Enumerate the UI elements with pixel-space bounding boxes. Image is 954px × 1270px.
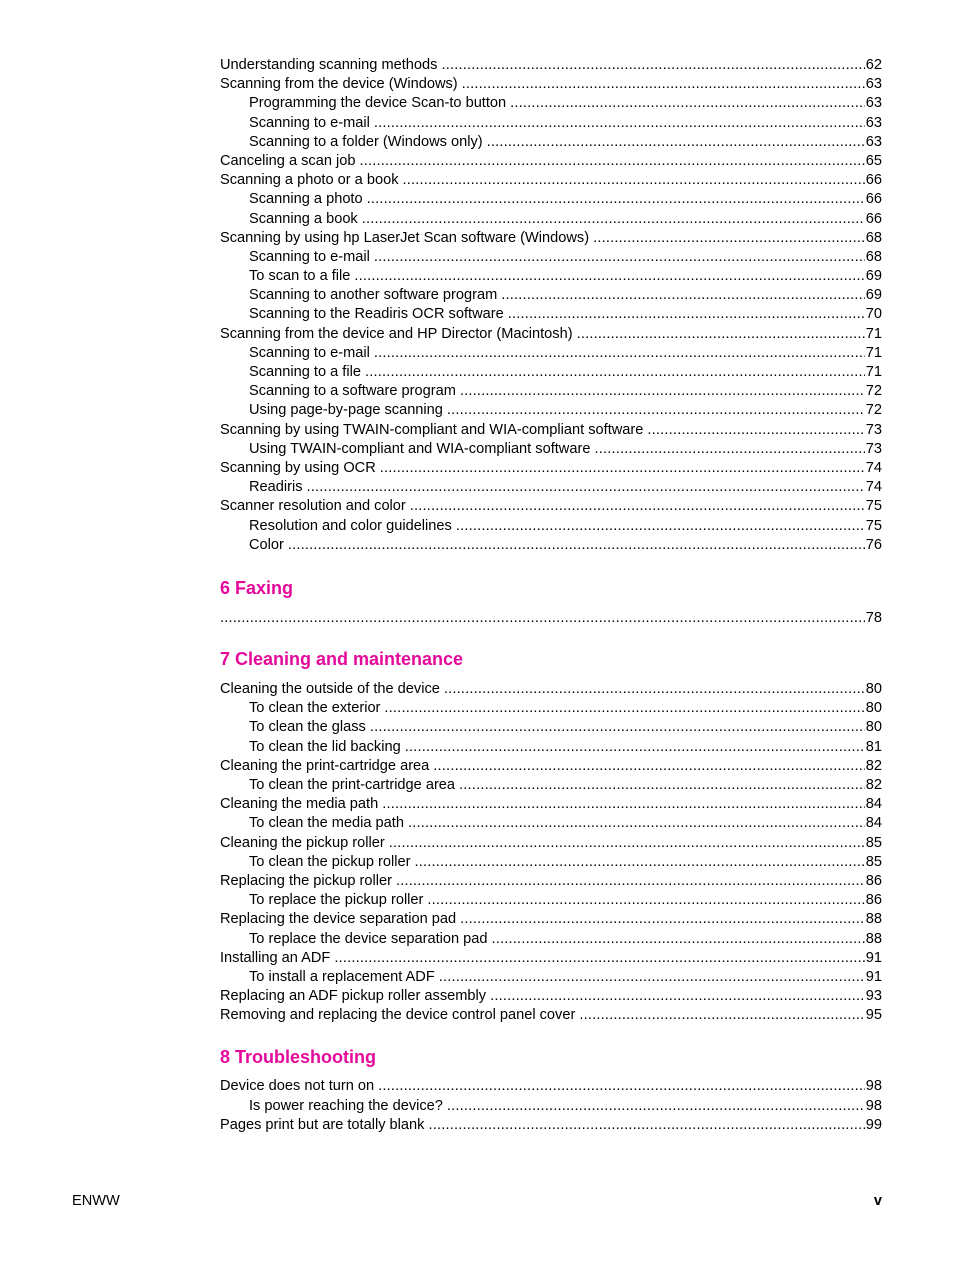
toc-entry-page: 80 [865,719,882,736]
toc-entry-page: 62 [865,57,882,73]
dot-leader [501,286,865,305]
toc-entry[interactable] [220,891,882,910]
toc-entry-title: Pages print but are totally blank [220,1116,425,1133]
toc-entry[interactable] [220,421,882,440]
dot-leader [380,459,865,478]
toc-entry-list [220,56,882,555]
dot-leader [462,75,865,94]
toc-entry-page: 75 [865,498,882,515]
toc-entry[interactable] [220,1077,882,1096]
toc-entry-page: 81 [865,738,882,755]
toc-entry-page: 73 [865,440,882,457]
toc-entry-title: Scanning to the Readiris OCR software [249,306,504,323]
toc-entry-page: 66 [865,172,882,189]
dot-leader [374,344,865,363]
toc-entry-title: To scan to a file [249,268,351,285]
toc-entry-title: Scanning to e-mail [249,248,370,265]
toc-entry[interactable] [220,1116,882,1135]
toc-entry-title: Scanning by using hp LaserJet Scan software (Windows) [220,229,590,246]
toc-entry-title: Readiris [249,479,303,496]
toc-entry[interactable] [220,536,882,555]
toc-entry[interactable] [220,795,882,814]
toc-entry-page: 66 [865,191,882,208]
dot-leader [354,267,864,286]
toc-entry-title: Cleaning the media path [220,796,379,813]
toc-entry[interactable] [220,382,882,401]
toc-entry-title: Scanning by using OCR [220,459,376,476]
toc-entry-page: 63 [865,114,882,131]
toc-entry-page: 68 [865,229,882,246]
toc-section [220,648,882,1025]
dot-leader [428,1116,864,1135]
dot-leader [389,834,865,853]
toc-entry-page: 69 [865,268,882,285]
dot-leader [288,536,865,555]
toc-entry-title: Scanning to another software program [249,287,498,304]
toc-entry-title: Scanning a book [249,210,358,227]
toc-entry-page: 72 [865,402,882,419]
dot-leader [362,210,865,229]
toc-sections [220,577,882,1135]
dot-leader [408,814,865,833]
toc-entry-page: 91 [865,968,882,985]
toc-entry[interactable] [220,190,882,209]
toc-entry[interactable] [220,738,882,757]
dot-leader [577,325,865,344]
toc-entry-title: Scanning a photo [249,191,363,208]
toc-entry-title: Scanning to e-mail [249,114,370,131]
toc-entry-page: 74 [865,479,882,496]
dot-leader [382,795,865,814]
toc-entry[interactable] [220,968,882,987]
dot-leader [365,363,865,382]
dot-leader [487,133,865,152]
toc-entry[interactable] [220,517,882,536]
toc-entry-page: 80 [865,681,882,698]
toc-entry-title: To replace the device separation pad [249,930,488,947]
dot-leader [414,853,864,872]
toc-entry-title: To clean the print-cartridge area [249,777,456,793]
toc-entry[interactable] [220,440,882,459]
toc-entry[interactable] [220,114,882,133]
toc-entry-page: 84 [865,815,882,832]
toc-entry-page: 70 [865,306,882,323]
toc-entry-title: To clean the pickup roller [249,853,411,870]
dot-leader [490,987,865,1006]
dot-leader [374,248,865,267]
toc-entry[interactable] [220,1006,882,1025]
toc-entry[interactable] [220,699,882,718]
toc-entry-title: Cleaning the outside of the device [220,681,440,698]
dot-leader [441,56,864,75]
toc-entry[interactable] [220,56,882,75]
dot-leader [370,718,865,737]
toc-entry-title: Understanding scanning methods [220,57,438,73]
toc-entry-title: Using TWAIN-compliant and WIA-compliant software [249,440,591,457]
toc-entry-page: 74 [865,459,882,476]
toc-entry[interactable] [220,171,882,190]
dot-leader [444,680,865,699]
toc-entry-title: To install a replacement ADF [249,968,435,985]
toc-entry-title: Scanning by using TWAIN-compliant and WIA-compliant software [220,421,644,438]
toc-entry-title: Cleaning the print-cartridge area [220,757,430,774]
dot-leader [378,1077,865,1096]
toc-entry[interactable] [220,267,882,286]
chapter-heading[interactable]: 7 Cleaning and maintenance [220,649,464,670]
toc-entry-page: 63 [865,95,882,112]
toc-entry[interactable] [220,853,882,872]
page-number: v [873,1193,882,1209]
toc-entry-page: 98 [865,1078,882,1095]
dot-leader [593,229,865,248]
toc-entry[interactable] [220,478,882,497]
toc-entry[interactable] [220,363,882,382]
toc-entry[interactable] [220,834,882,853]
toc-entry-page: 66 [865,210,882,227]
toc-entry-title: Installing an ADF [220,949,331,966]
dot-leader [374,114,865,133]
toc-entry[interactable] [220,229,882,248]
toc-entry[interactable] [220,325,882,344]
toc-entry-title: Canceling a scan job [220,152,356,169]
toc-entry[interactable] [220,286,882,305]
toc-entry-page: 82 [865,777,882,793]
dot-leader [396,872,865,891]
toc-entry-title: Scanning from the device (Windows) [220,76,458,93]
toc-entry-title: Resolution and color guidelines [249,517,452,534]
toc-entry[interactable] [220,248,882,267]
dot-leader [433,757,864,776]
chapter-heading[interactable]: 8 Troubleshooting [220,1047,376,1068]
dot-leader [459,776,865,795]
toc-entry-title: Scanning to a software program [249,383,456,400]
dot-leader [447,401,865,420]
toc-entry-title: Replacing the device separation pad [220,911,457,928]
dot-leader [367,190,865,209]
toc-entry-page: 69 [865,287,882,304]
toc-entry-page: 86 [865,872,882,889]
dot-leader [334,949,864,968]
dot-leader [427,891,864,910]
toc-entry-title: Replacing the pickup roller [220,872,392,889]
toc-entry-page: 65 [865,152,882,169]
toc-entry-page: 63 [865,133,882,150]
dot-leader [410,497,865,516]
toc-entry-page: 76 [865,536,882,553]
toc-entry[interactable] [220,872,882,891]
dot-leader [510,94,865,113]
toc-entry[interactable] [220,814,882,833]
toc-entry-title: Scanner resolution and color [220,498,406,515]
dot-leader [456,517,865,536]
toc-entry-page: 63 [865,76,882,93]
toc-entry-page: 78 [865,609,882,626]
toc-entry[interactable] [220,152,882,171]
toc-entry-title: Color [249,536,284,553]
toc-section [220,1046,882,1135]
dot-leader [647,421,864,440]
toc-entry-page: 95 [865,1007,882,1024]
dot-leader [492,930,865,949]
toc-entry[interactable] [220,680,882,699]
toc-entry-page: 80 [865,700,882,717]
toc-entry-page: 73 [865,421,882,438]
toc-entry-page: 93 [865,988,882,1005]
toc-entry-page: 84 [865,796,882,813]
toc-entry-title: Removing and replacing the device control panel cover [220,1007,576,1024]
toc-entry[interactable] [220,987,882,1006]
toc-entry-title: To clean the lid backing [249,738,401,755]
toc-section [220,577,882,628]
dot-leader [579,1006,864,1025]
toc-entry[interactable] [220,609,882,628]
toc-entry-page: 88 [865,930,882,947]
toc-entry-page: 99 [865,1116,882,1133]
toc-entry[interactable] [220,459,882,478]
toc-entry-page: 91 [865,949,882,966]
toc-entry-title: To replace the pickup roller [249,892,424,909]
toc-entry-page: 72 [865,383,882,400]
dot-leader [403,171,865,190]
toc-entry[interactable] [220,497,882,516]
table-of-contents [220,56,882,1135]
toc-entry-title: To clean the media path [249,815,404,832]
dot-leader [405,738,865,757]
dot-leader [460,382,865,401]
toc-entry-page: 68 [865,248,882,265]
toc-entry[interactable] [220,910,882,929]
dot-leader [359,152,864,171]
dot-leader [220,609,865,628]
toc-entry-title: Programming the device Scan-to button [249,95,507,112]
dot-leader [447,1097,865,1116]
toc-entry-page: 85 [865,853,882,870]
toc-entry[interactable] [220,75,882,94]
toc-entry-page: 71 [865,325,882,342]
toc-entry[interactable] [220,1097,882,1116]
toc-entry[interactable] [220,133,882,152]
toc-entry-page: 82 [865,757,882,774]
dot-leader [594,440,864,459]
toc-entry-page: 88 [865,911,882,928]
dot-leader [307,478,865,497]
toc-entry-title: Scanning to a folder (Windows only) [249,133,483,150]
toc-entry-title: Is power reaching the device? [249,1097,443,1114]
dot-leader [384,699,864,718]
chapter-heading[interactable]: 6 Faxing [220,577,294,598]
footer-label: ENWW [72,1193,120,1209]
toc-entry-title: To clean the exterior [249,700,381,717]
toc-entry[interactable] [220,757,882,776]
toc-entry-page: 75 [865,517,882,534]
dot-leader [508,305,865,324]
toc-entry-title: Using page-by-page scanning [249,402,443,419]
toc-entry-title: Scanning from the device and HP Director (Macintosh) [220,325,573,342]
toc-entry-page: 85 [865,834,882,851]
dot-leader [460,910,865,929]
toc-entry[interactable] [220,776,882,795]
toc-entry-title: Replacing an ADF pickup roller assembly [220,988,487,1005]
toc-entry-title: Scanning to e-mail [249,344,370,361]
toc-entry[interactable] [220,344,882,363]
toc-entry-page: 86 [865,892,882,909]
toc-entry[interactable] [220,930,882,949]
toc-entry-title: Scanning to a file [249,364,361,380]
toc-entry-page: 71 [865,344,882,361]
toc-entry[interactable] [220,94,882,113]
dot-leader [439,968,865,987]
toc-entry-title: To clean the glass [249,719,366,736]
toc-entry-title: Cleaning the pickup roller [220,834,385,851]
toc-entry-title: Device does not turn on [220,1078,375,1095]
toc-entry[interactable] [220,305,882,324]
toc-entry[interactable] [220,949,882,968]
toc-entry[interactable] [220,210,882,229]
toc-entry-page: 71 [865,364,882,380]
toc-entry[interactable] [220,401,882,420]
toc-entry-title: Scanning a photo or a book [220,172,399,189]
toc-entry-page: 98 [865,1097,882,1114]
toc-entry[interactable] [220,718,882,737]
